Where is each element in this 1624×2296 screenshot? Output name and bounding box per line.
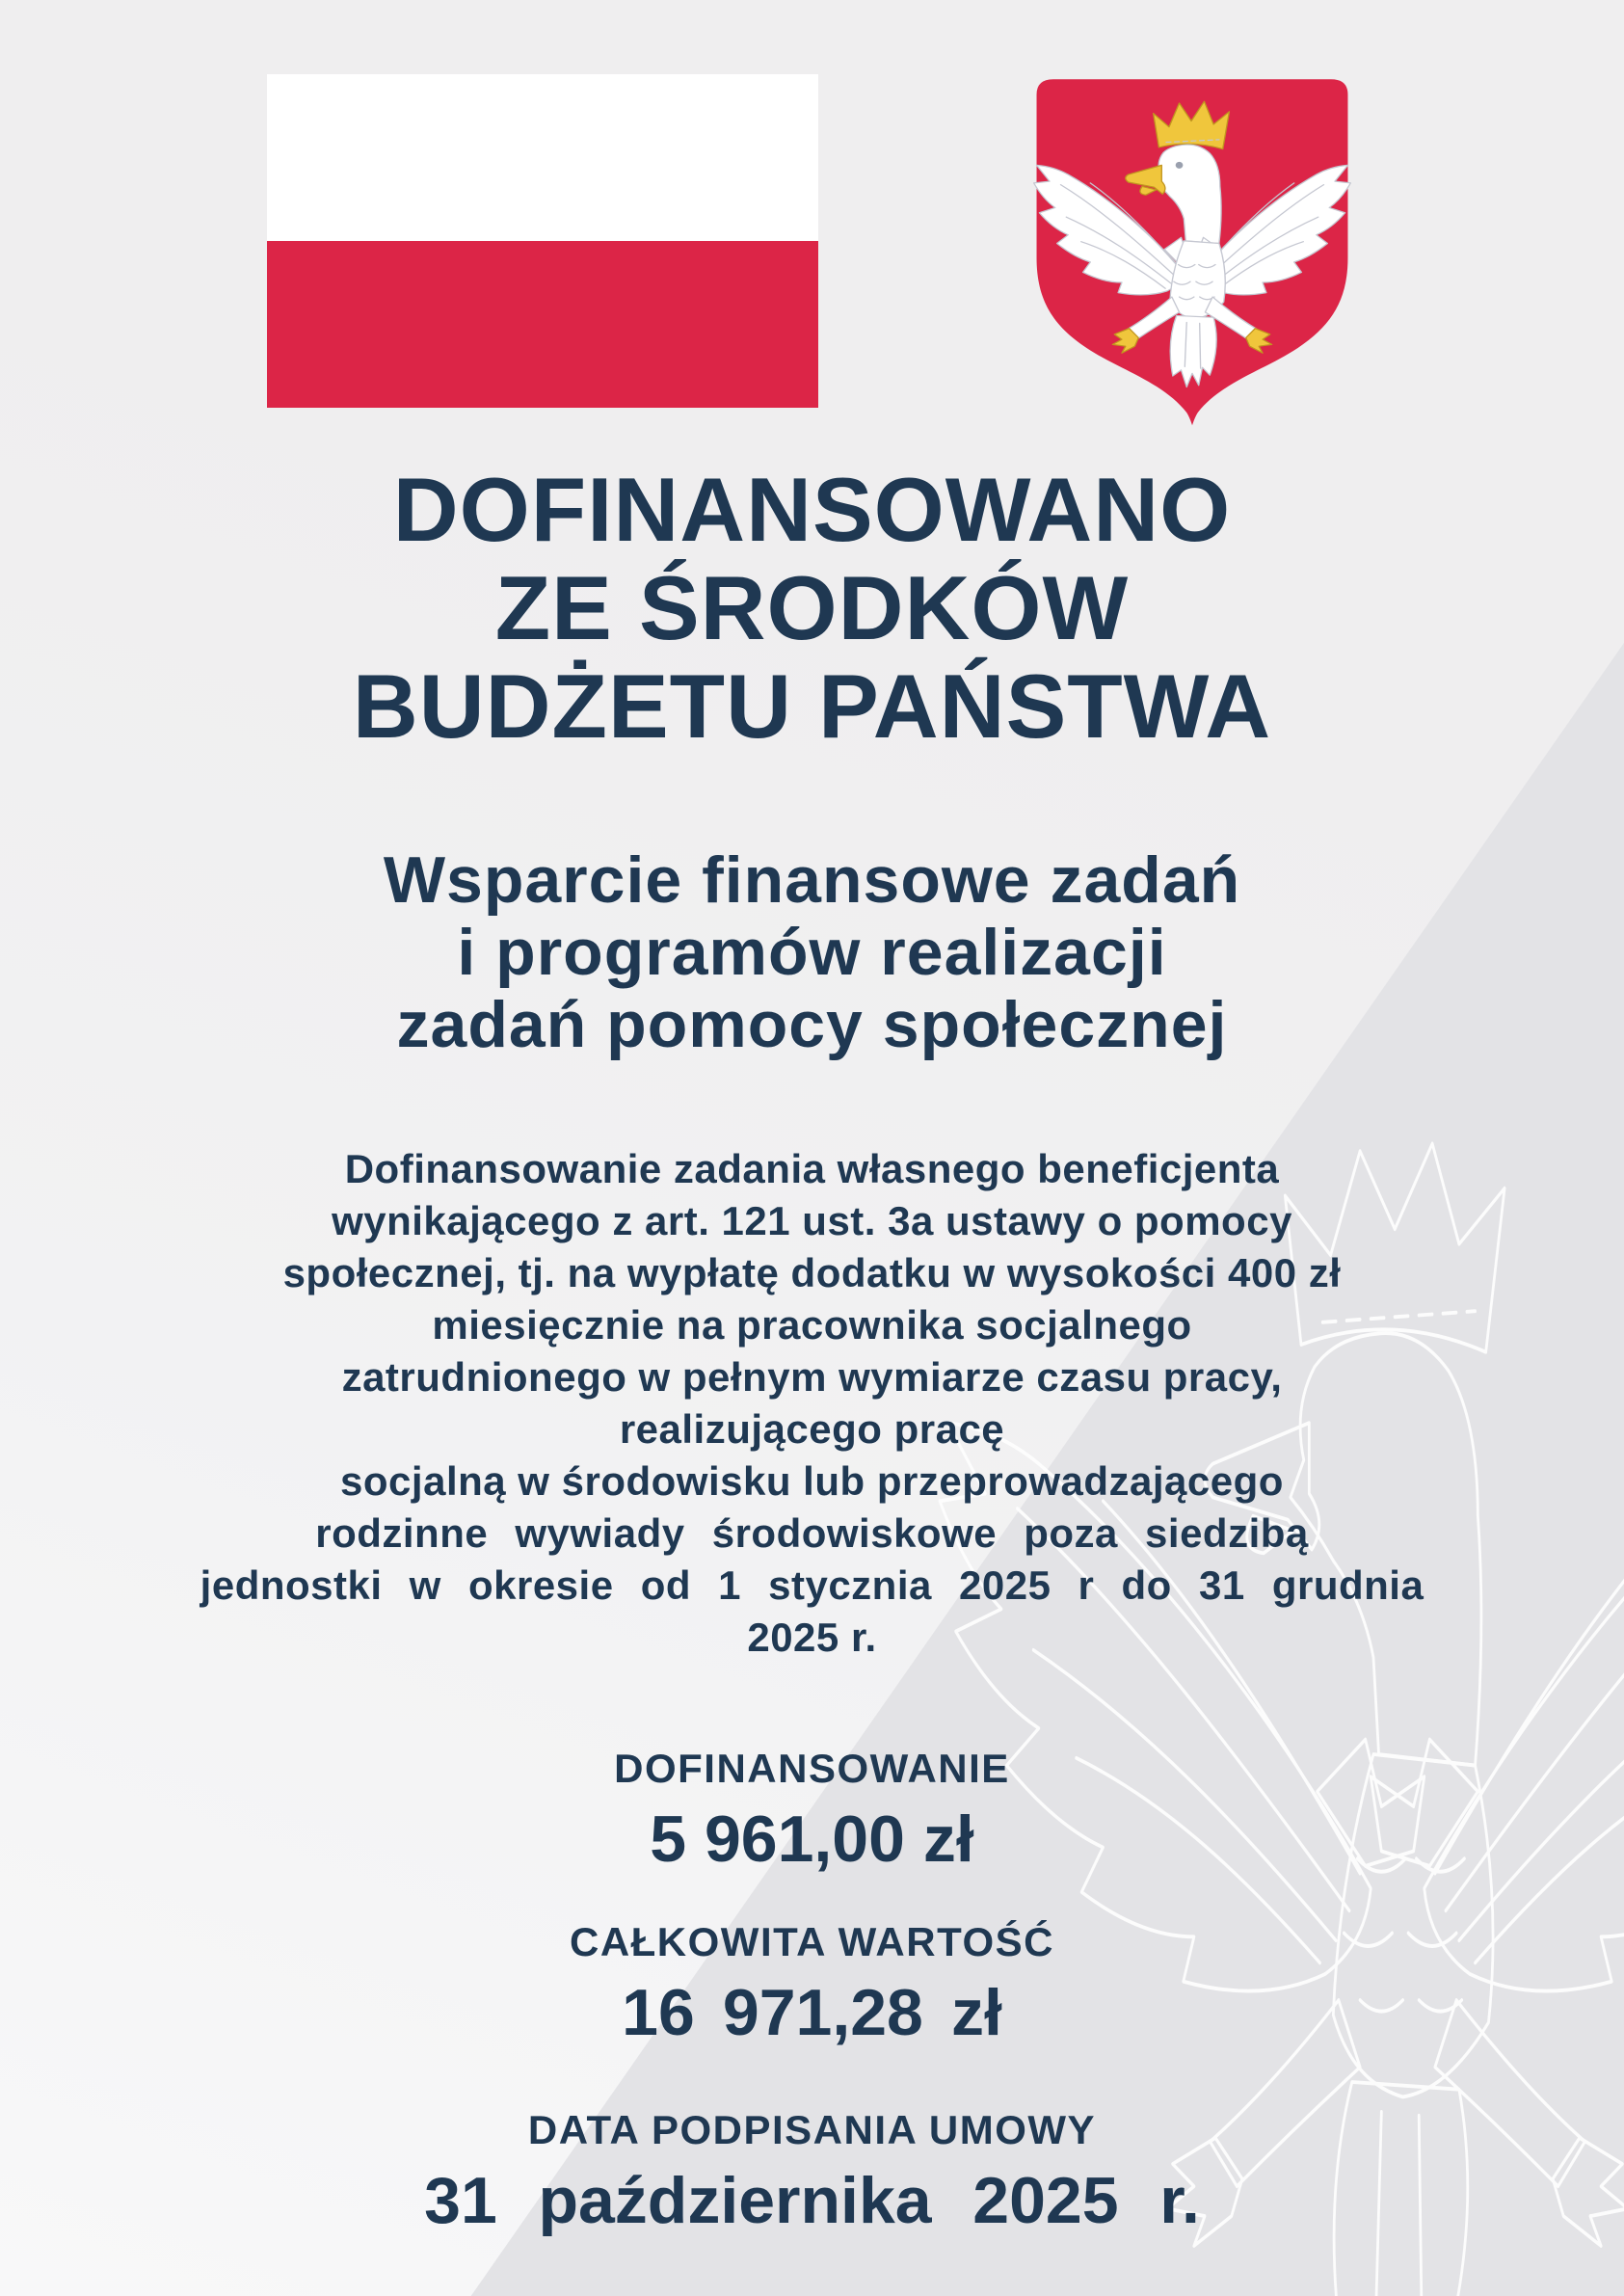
title-line-3: BUDŻETU PAŃSTWA	[352, 655, 1272, 757]
page-title	[0, 461, 1624, 756]
total-value-section	[0, 1920, 1624, 2049]
body-line: społecznej, tj. na wypłatę dodatku w wysokości 400 zł	[282, 1250, 1342, 1295]
subtitle-line-2: i programów realizacji	[457, 916, 1167, 989]
program-subtitle	[0, 844, 1624, 1061]
funding-amount: 5 961,00 zł	[650, 1802, 974, 1876]
total-value-amount: 16 971,28 zł	[622, 1976, 1002, 2049]
body-line: socjalną w środowisku lub przeprowadzającego	[340, 1458, 1284, 1504]
body-line: 2025 r.	[747, 1615, 877, 1660]
flag-red-stripe	[267, 241, 818, 408]
body-line: Dofinansowanie zadania własnego beneficjenta	[344, 1146, 1280, 1191]
body-line: jednostki w okresie od 1 stycznia 2025 r do 31 grudnia	[200, 1562, 1424, 1608]
title-line-1: DOFINANSOWANO	[392, 459, 1232, 560]
funding-label: DOFINANSOWANIE	[614, 1746, 1010, 1791]
title-line-2: ZE ŚRODKÓW	[494, 557, 1130, 658]
total-value-label: CAŁKOWITA WARTOŚĆ	[569, 1919, 1054, 1964]
funding-section	[0, 1747, 1624, 1876]
body-line: wynikającego z art. 121 ust. 3a ustawy o pomocy	[332, 1198, 1292, 1243]
signing-date-value: 31 października 2025 r.	[424, 2164, 1200, 2237]
description-paragraph	[67, 1143, 1557, 1664]
poland-flag-icon	[267, 74, 818, 408]
subtitle-line-3: zadań pomocy społecznej	[396, 988, 1228, 1061]
body-line: miesięcznie na pracownika socjalnego	[432, 1302, 1192, 1348]
signing-date-section	[0, 2108, 1624, 2237]
subtitle-line-1: Wsparcie finansowe zadań	[383, 843, 1241, 917]
body-line: zatrudnionego w pełnym wymiarze czasu pracy,	[341, 1354, 1283, 1400]
flag-white-stripe	[267, 74, 818, 241]
body-line: realizującego pracę	[619, 1406, 1005, 1452]
body-line: rodzinne wywiady środowiskowe poza siedzibą	[315, 1510, 1309, 1556]
signing-date-label: DATA PODPISANIA UMOWY	[527, 2107, 1097, 2152]
poland-coat-of-arms-icon	[1025, 74, 1359, 448]
